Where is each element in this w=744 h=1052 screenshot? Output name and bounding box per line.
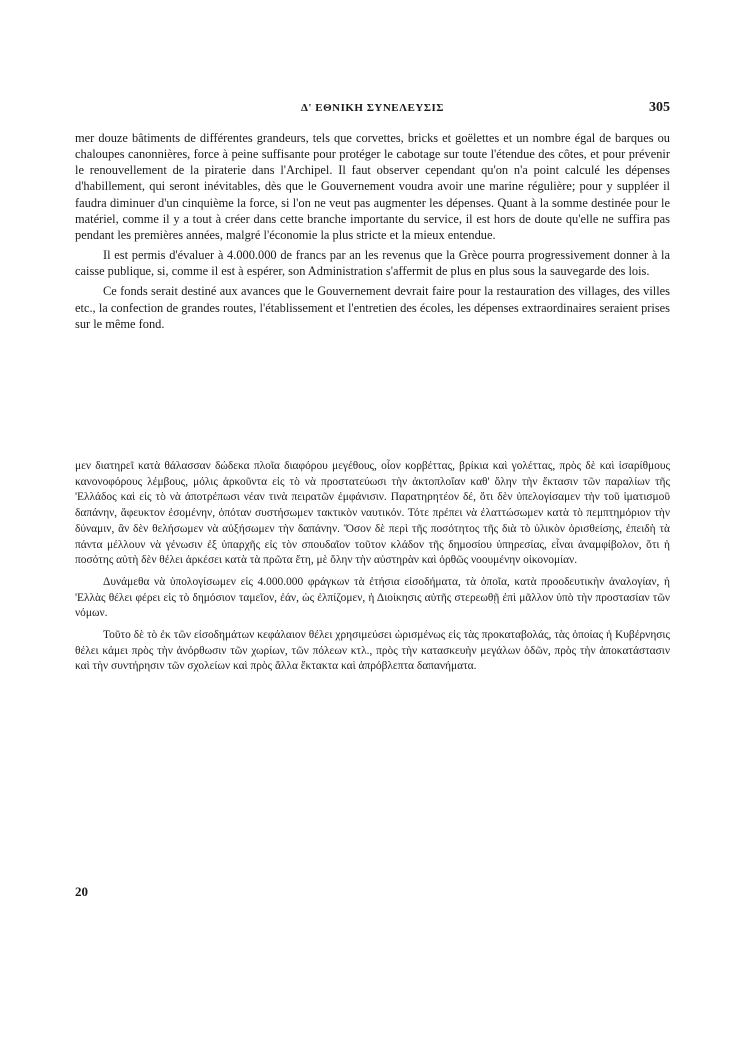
signature-number: 20 (75, 884, 88, 899)
french-paragraph-2: Il est permis d'évaluer à 4.000.000 de francs par an les revenus que la Grèce pourra progressivement donner à la caisse publique, si, comme il est à espérer, son Administration s'affermit de plus en plus sous la sauvegarde des lois. (75, 248, 670, 279)
greek-paragraph-3: Τοῦτο δὲ τὸ ἐκ τῶν εἰσοδημάτων κεφάλαιον θέλει χρησιμεύσει ὡρισμένως εἰς τὰς προκαταβολάς, τὰς ὁποίας ἡ Κυβέρνησις θέλει κάμει πρὸς τὴν ἀνόρθωσιν τῶν χωρίων, τῶν πόλεων κτλ., πρὸς τὴν κατασκευὴν μεγάλων ὁδῶν, πρὸς τὴν ἀποκατάστασιν καὶ τὴν συντήρησιν τῶν σχολείων καὶ πρὸς ἄλλα ἔκτακτα καὶ ἀπρόβλεπτα δαπανήματα. (75, 629, 670, 673)
page-header (75, 102, 670, 120)
greek-text-block (75, 459, 670, 681)
greek-paragraph-2: Δυνάμεθα νὰ ὑπολογίσωμεν εἰς 4.000.000 φράγκων τὰ ἐτήσια εἰσοδήματα, τὰ ὁποῖα, κατὰ προοδευτικὴν ἀναλογίαν, ἡ 'Ελλὰς θέλει φέρει εἰς τὸ δημόσιον ταμεῖον, ἐάν, ὡς ἐλπίζομεν, ἡ Διοίκησις αὐτῆς στερεωθῇ ἐπὶ μᾶλλον ὑπὸ τὴν προστασίαν τῶν νόμων. (75, 575, 670, 620)
french-paragraph-3: Ce fonds serait destiné aux avances que le Gouvernement devrait faire pour la restauration des villages, des villes etc., la confection de grandes routes, l'établissement et l'entretien des écoles, les dépenses extraordinaires seraient prises sur le même fond. (75, 284, 670, 331)
greek-paragraph-1: μεν διατηρεῖ κατὰ θάλασσαν δώδεκα πλοῖα διαφόρου μεγέθους, οἷον κορβέττας, βρίκια καὶ γολέττας, πρὸς δὲ καὶ ἰσαρίθμους κανονοφόρους λέμβους, μόλις ἀρκοῦντα εἰς τὸ νὰ προστατεύωσι τὴν ἀκτοπλοΐαν καθ' ὅλην τὴν ἔκτασιν τῶν παραλίων τῆς 'Ελλάδος καὶ εἰς τὸ νὰ ἀποτρέπωσι νέαν τινὰ πειρατῶν ἐμφάνισιν. Παρατηρητέον δέ, ὅτι δὲν ὑπελογίσαμεν τὴν τοῦ ἱματισμοῦ δαπάνην, ἄφευκτον ἐσομένην, ὁπόταν συστήσωμεν τακτικὸν ναυτικόν. Τότε πρέπει νὰ ἐλαττώσωμεν κατὰ τὸ πεμπτημόριον τὴν δύναμιν, ἂν δὲν θελήσωμεν νὰ αὐξήσωμεν τὴν δαπάνην. Ὅσον δὲ περὶ τῆς ποσότητος τῆς διὰ τὸ ὑλικὸν ὁρισθείσης, ἐπειδὴ τὰ πάντα μέλλουν νὰ γένωσιν ἐξ ὑπαρχῆς εἰς τὸν σπουδαῖον τοῦτον κλάδον τῆς δημοσίου ὑπηρεσίας, εἶναι ἀναμφίβολον, ὅτι ἡ ποσότης αὐτὴ δὲν θέλει ἀρκέσει κατὰ τὰ πρῶτα ἔτη, μὲ ὅλην τὴν αὐστηρὰν καὶ ὀρθῶς νοουμένην οἰκονομίαν. (75, 460, 670, 567)
running-title: Δ' ΕΘΝΙΚΗ ΣΥΝΕΛΕΥΣΙΣ (301, 102, 444, 114)
french-paragraph-1: mer douze bâtiments de différentes grandeurs, tels que corvettes, bricks et goëlettes et un nombre égal de barques ou chaloupes canonnières, force à peine suffisante pour protéger le cabotage sur toute l'étendue des côtes, et pour prévenir le renouvellement de la piraterie dans l'Archipel. Il faut observer cependant qu'on n'a point calculé les dépenses d'habillement, qui seront inévitables, dès que le Gouvernement voudra avoir une marine régulière; pour y suppléer il faudra diminuer d'un cinquième la force, si l'on ne veut pas augmenter les dépenses. Quant à la somme destinée pour le matériel, comme il y a tout à créer dans cette branche importante du service, il est hors de doute qu'elle ne suffira pas pendant les premières années, malgré l'économie la plus stricte et la mieux entendue. (75, 131, 670, 242)
page-number: 305 (649, 100, 670, 115)
french-text-block (75, 130, 670, 336)
